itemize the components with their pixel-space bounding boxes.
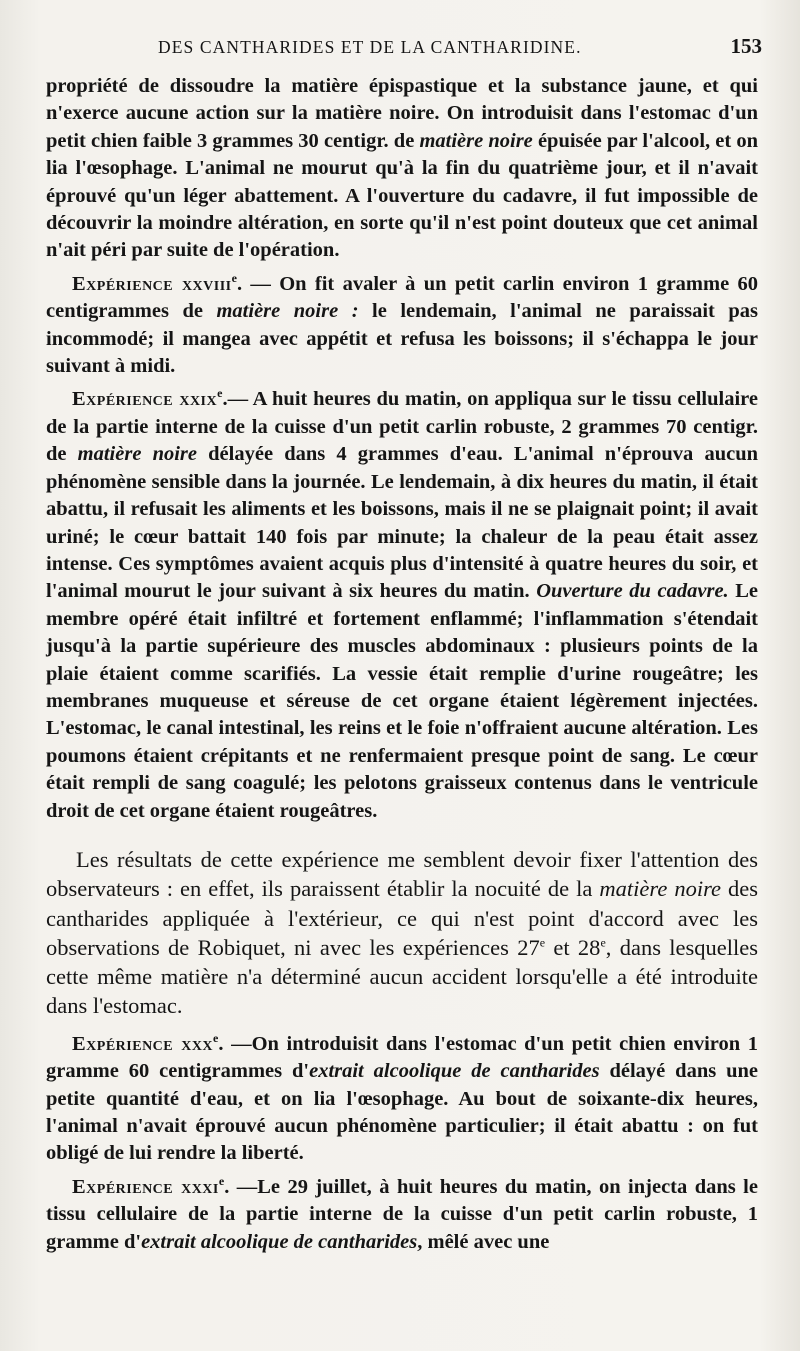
italic-term: extrait alcoolique de cantharides [141,1230,418,1253]
author-commentary-paragraph: Les résultats de cette expérience me semblent devoir fixer l'attention des observateurs : en effet, ils paraissent établir la nocuité de la matière noire des cantharides appliquée à l'extérieur, ce qui n'est point d'accord avec les observations de Robiquet, ni avec les expériences 27e et 28e, dans lesquelles cette même matière n'a déterminé aucun accident lorsqu'elle a été introduite dans l'estomac. [46,846,758,1019]
experience-label: Expérience xxxi [72,1175,219,1198]
running-title: DES CANTHARIDES ET DE LA CANTHARIDINE. [158,37,582,57]
paragraph-continuation: propriété de dissoudre la matière épispastique et la substance jaune, et qui n'exerce aucune action sur la matière noire. On introduisit dans l'estomac d'un petit chien faible 3 grammes 30 centigr. de matière noire épuisée par l'alcool, et on lia l'œsophage. L'animal ne mourut qu'à la fin du quatrième jour, et il n'avait éprouvé qu'un léger abattement. A l'ouverture du cadavre, il fut impossible de découvrir la moindre altération, en sorte qu'il n'est point douteux que cet animal n'ait péri par suite de l'opération. [46,75,758,262]
italic-term: matière noire [77,443,197,466]
experience-label: Expérience xxx [72,1032,214,1055]
page-number: 153 [730,34,762,58]
italic-term: matière noire : [216,300,359,323]
italic-term: Ouverture du cadavre. [536,580,729,603]
italic-term: matière noire [419,129,533,152]
italic-term: extrait alcoolique de cantharides [309,1060,600,1083]
experience-30-paragraph: Expérience xxx$^e$. —On introduisit dans l'estomac d'un petit chien environ 1 gramme 60 centigrammes d'extrait alcoolique de cantharides délayé dans une petite quantité d'eau, et on lia l'œsophage. Au bout de soixante-dix heures, l'animal n'avait éprouvé aucun phénomène particulier; il était abattu : on fut obligé de lui rendre la liberté. [46,1030,758,1165]
running-head [46,34,762,59]
experience-28-paragraph: Expérience xxviii$^e$. — On fit avaler à un petit carlin environ 1 gramme 60 centigrammes de matière noire : le lendemain, l'animal ne paraissait pas incommodé; il mangea avec appétit et refusa les boissons; il s'échappa le jour suivant à midi. [46,271,758,378]
experience-label: Expérience xxviii [72,272,232,295]
experience-label: Expérience xxix [72,388,218,411]
experience-31-paragraph: Expérience xxxi$^e$. —Le 29 juillet, à huit heures du matin, on injecta dans le tissu cellulaire de la partie interne de la cuisse d'un petit carlin robuste, 1 gramme d'extrait alcoolique de cantharides, mêlé avec une [46,1173,758,1253]
experience-29-paragraph: Expérience xxix$^e$.— A huit heures du matin, on appliqua sur le tissu cellulaire de la partie interne de la cuisse d'un petit carlin robuste, 2 grammes 70 centigr. de matière noire délayée dans 4 grammes d'eau. L'animal n'éprouva aucun phénomène sensible dans la journée. Le lendemain, à dix heures du matin, il était abattu, il refusait les aliments et les boissons, mais il ne se plaignait point; il avait uriné; le cœur battait 140 fois par minute; la chaleur de la peau était assez intense. Ces symptômes avaient acquis plus d'intensité à quatre heures du soir, et l'animal mourut le jour suivant à six heures du matin. Ouverture du cadavre. Le membre opéré était infiltré et fortement enflammé; l'inflammation s'étendait jusqu'à la partie supérieure des muscles abdominaux : plusieurs points de la plaie étaient comme scarifiés. La vessie était remplie d'urine rougeâtre; les membranes muqueuse et séreuse de cet organe étaient légèrement injectées. L'estomac, le canal intestinal, les reins et le foie n'offraient aucune altération. Les poumons étaient crépitants et ne renfermaient presque point de sang. Le cœur était rempli de sang coagulé; les pelotons graisseux contenus dans le ventricule droit de cet organe étaient rougeâtres. [46,386,758,822]
italic-term: matière noire [599,876,721,902]
